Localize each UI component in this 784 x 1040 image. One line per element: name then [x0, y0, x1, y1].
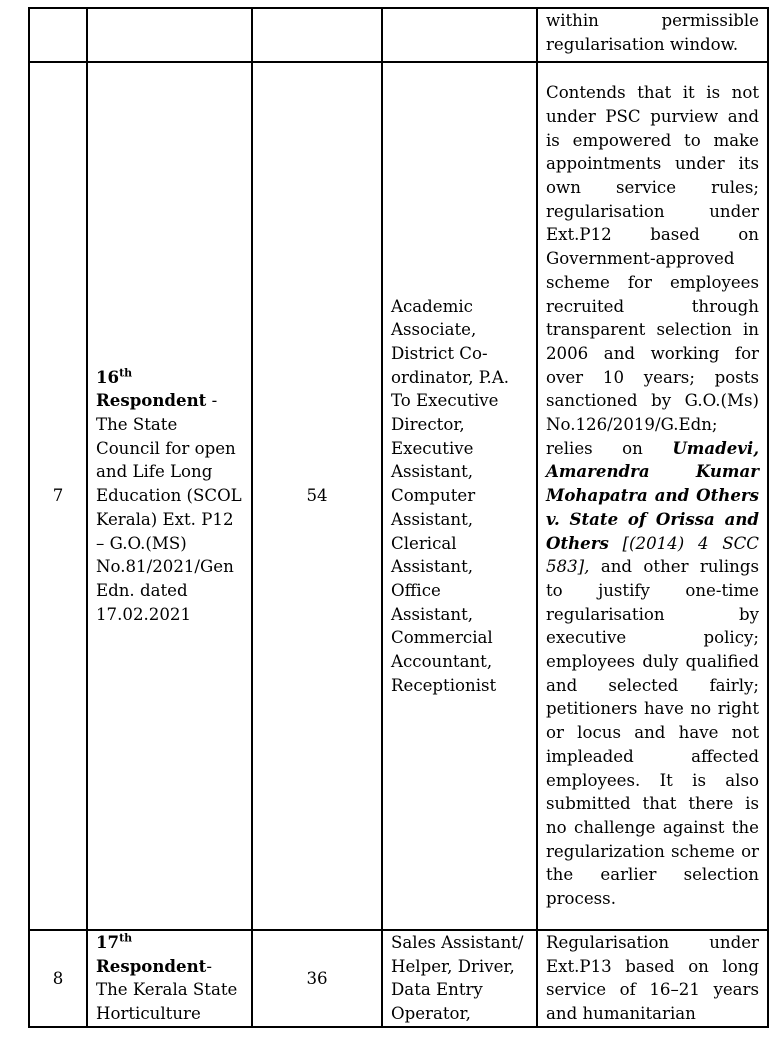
- cell-contention: Regularisation under Ext.P13 based on long service of 16–21 years and humanitarian: [537, 930, 768, 1027]
- cell-sl: 8: [29, 930, 87, 1027]
- table-row: [29, 8, 768, 62]
- cell-contention: within permissible regularisation window.: [537, 8, 768, 62]
- cell-respondent: [87, 62, 252, 930]
- respondent-details: - The Kerala State Horticulture: [96, 956, 238, 1024]
- table-row: [29, 930, 768, 1027]
- cell-sl: [29, 8, 87, 62]
- case-name: Umadevi, Amarendra Kumar Mohapatra and Others v. State of Orissa and Others: [546, 437, 759, 553]
- cell-contention: Contends that it is not under PSC purview and is empowered to make appointments under its own service rules; regularisation under Ext.P12 based on Government-approved scheme for employees recruited through transparent selection in 2006 and working for over 10 years; posts sanctioned by G.O.(Ms) No.126/2019/G.Edn; relies on Umadevi, Amarendra Kumar Mohapatra and Others v. State of Orissa and Others [(2014) 4 SCC 583], and other rulings to justify one-time regularisation by executive policy; employees duly qualified and selected fairly; petitioners have no right or locus and have not impleaded affected employees. It is also submitted that there is no challenge against the regularization scheme or the earlier selection process.: [537, 62, 768, 930]
- cell-count: [252, 8, 382, 62]
- case-citation: [(2014) 4 SCC 583],: [546, 533, 759, 577]
- cell-posts: [382, 8, 537, 62]
- cell-count: 54: [252, 62, 382, 930]
- respondent-title: Respondent: [96, 390, 207, 411]
- table-row: [29, 62, 768, 930]
- respondent-details: - The State Council for open and Life Long Education (SCOL Kerala) Ext. P12 – G.O.(MS) No.81/2021/Gen Edn. dated 17.02.2021: [96, 391, 242, 624]
- respondent-title: Respondent: [96, 955, 207, 976]
- respondents-table: [28, 7, 769, 1028]
- cell-posts: Academic Associate, District Co-ordinator, P.A. To Executive Director, Executive Assistant, Computer Assistant, Clerical Assistant, Office Assistant, Commercial Accountant, Receptionist: [382, 62, 537, 930]
- cell-posts: Sales Assistant/ Helper, Driver, Data Entry Operator,: [382, 930, 537, 1027]
- cell-sl: 7: [29, 62, 87, 930]
- document-page: [28, 7, 767, 1028]
- cell-respondent: [87, 930, 252, 1027]
- respondent-number: 17th: [96, 931, 133, 952]
- respondent-number: 16th: [96, 366, 133, 387]
- cell-count: 36: [252, 930, 382, 1027]
- cell-respondent: [87, 8, 252, 62]
